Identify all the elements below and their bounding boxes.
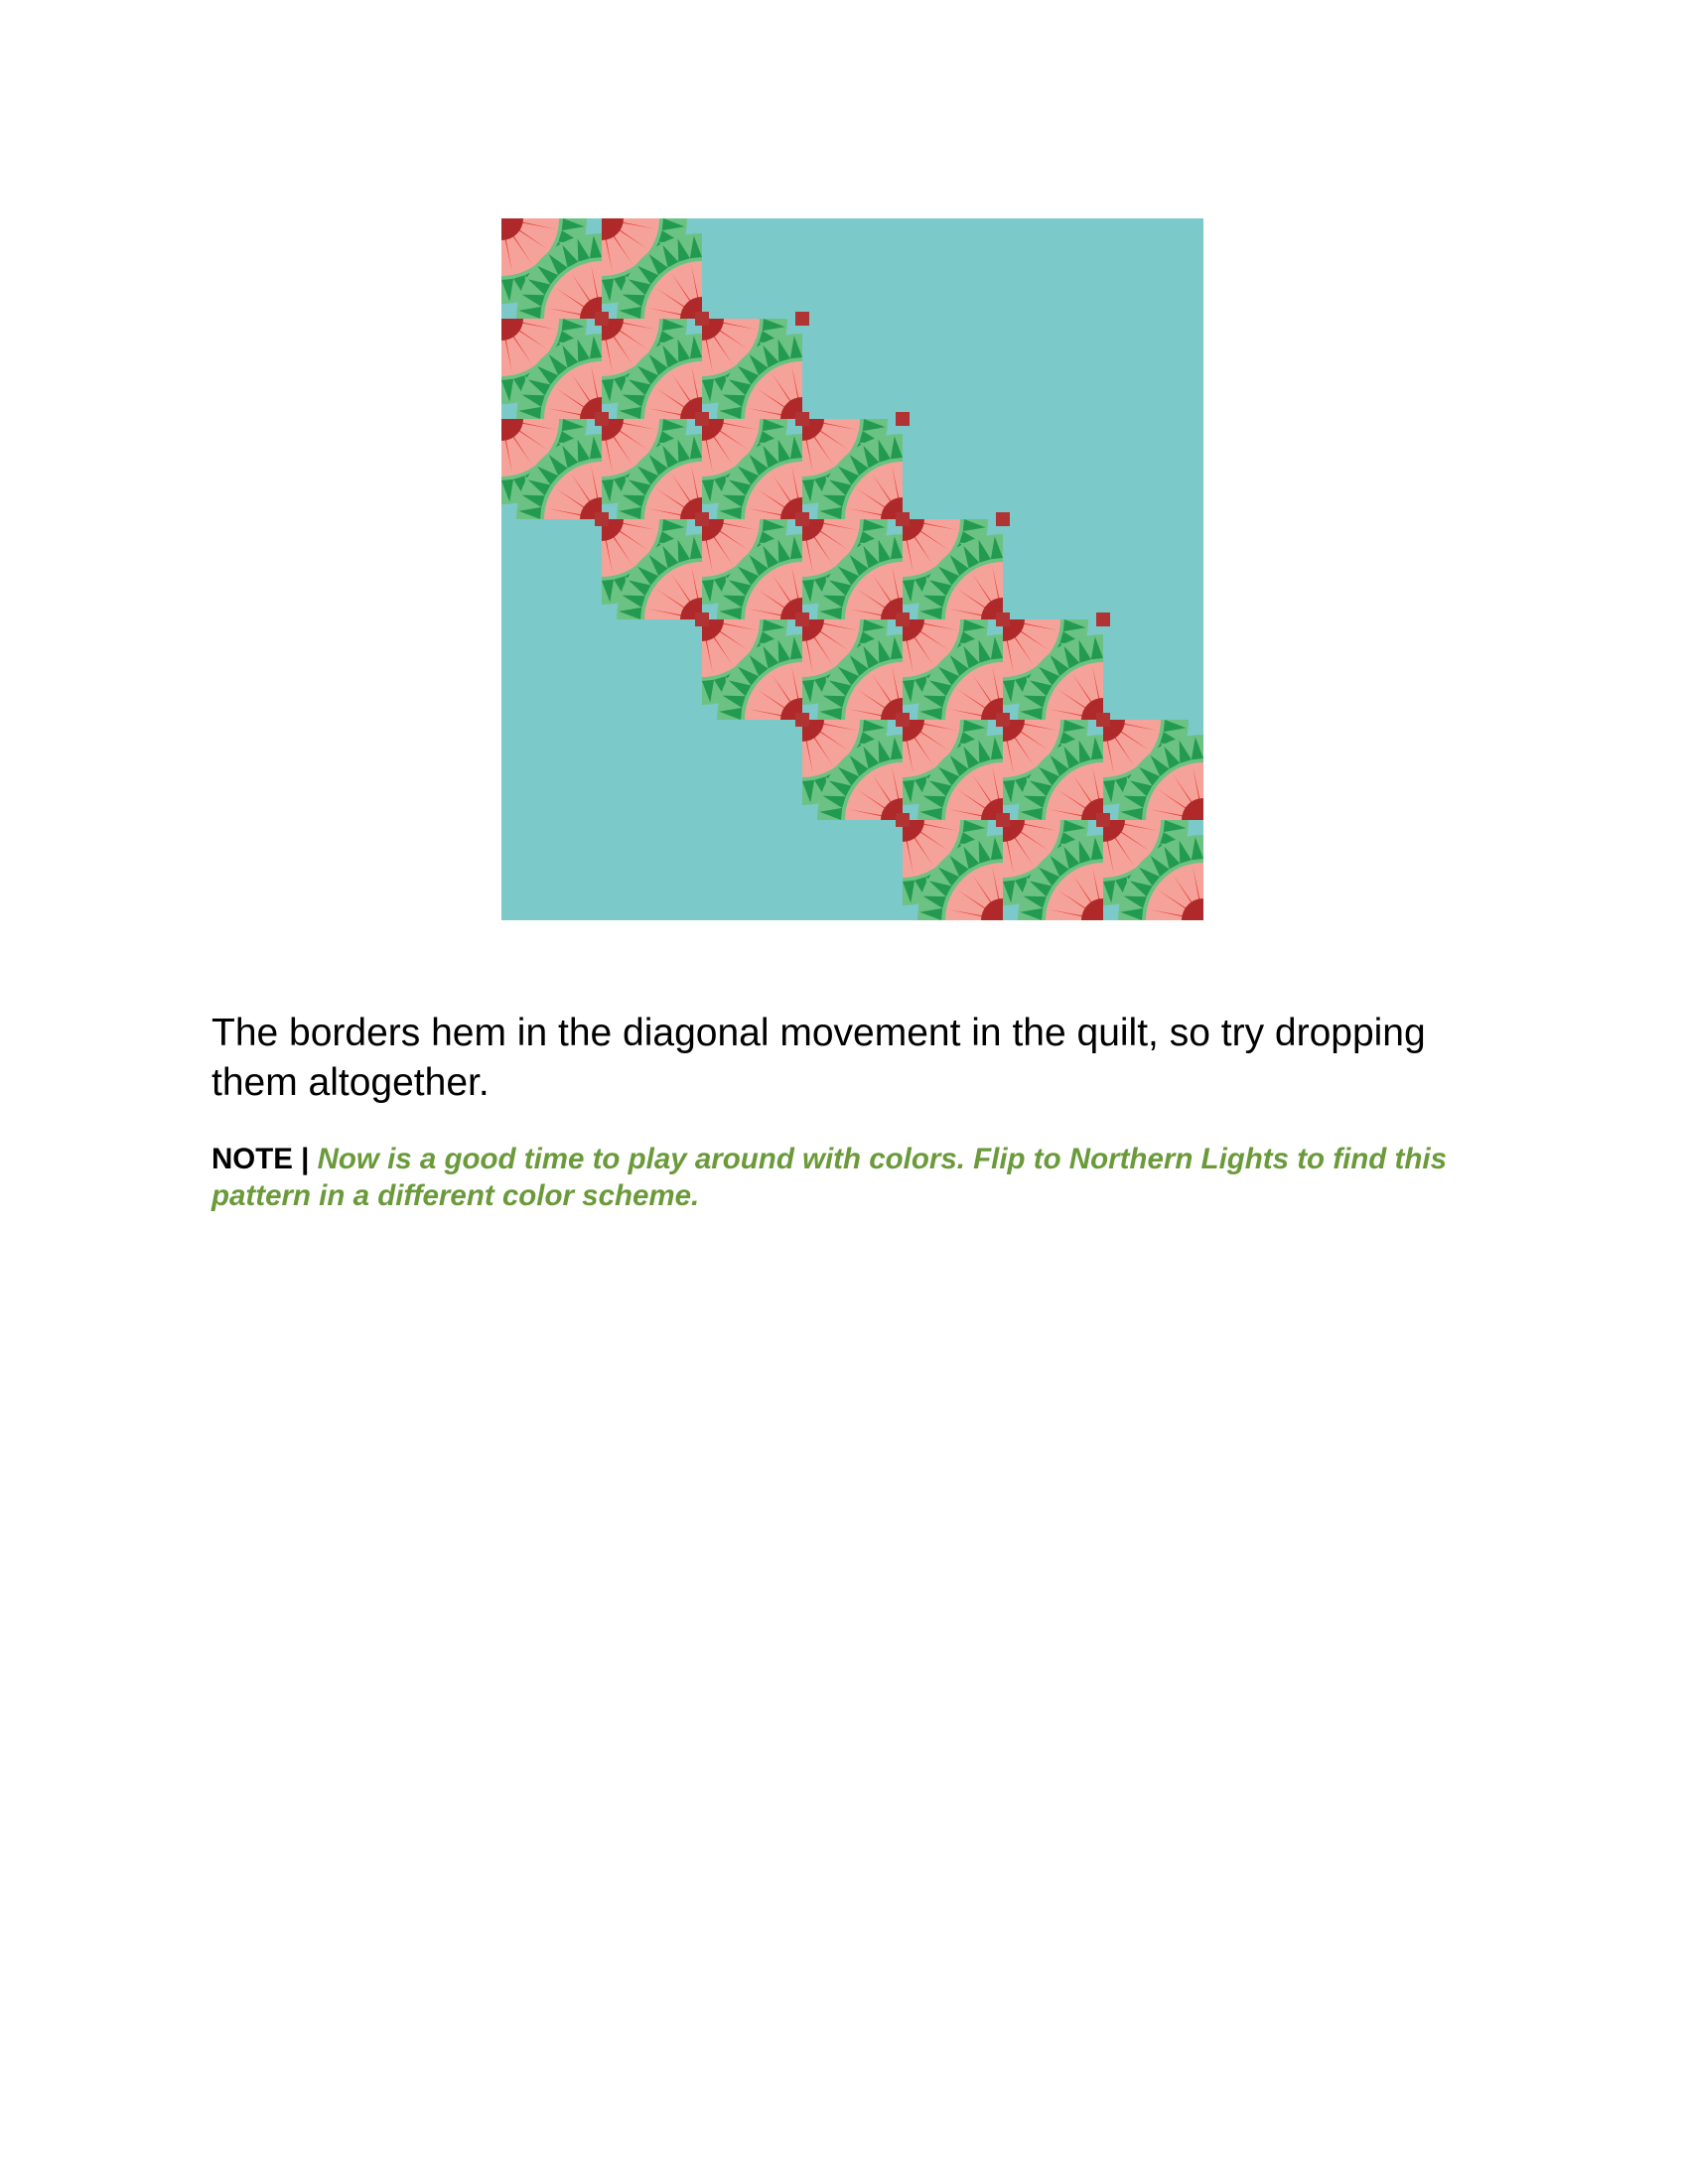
cornerstone — [996, 813, 1010, 827]
note-separator: | — [292, 1143, 318, 1175]
cornerstone — [996, 512, 1010, 526]
quilt-illustration — [501, 218, 1203, 920]
cornerstone — [896, 512, 910, 526]
cornerstone — [795, 412, 809, 426]
cornerstone — [595, 312, 609, 326]
cornerstone — [1096, 813, 1110, 827]
cornerstone — [996, 613, 1010, 626]
cornerstone — [695, 512, 709, 526]
cornerstone — [595, 512, 609, 526]
cornerstone — [695, 412, 709, 426]
cornerstone — [695, 613, 709, 626]
note-paragraph — [211, 1141, 1492, 1214]
cornerstone — [795, 512, 809, 526]
cornerstone — [695, 312, 709, 326]
cornerstone — [795, 312, 809, 326]
cornerstone — [896, 813, 910, 827]
cornerstone — [896, 613, 910, 626]
note-text: Now is a good time to play around with colors. Flip to Northern Lights to find this pattern in a different color scheme. — [211, 1143, 1447, 1212]
cornerstone — [1096, 713, 1110, 727]
cornerstone — [1096, 613, 1110, 626]
cornerstone — [595, 412, 609, 426]
cornerstone — [896, 713, 910, 727]
cornerstone — [896, 412, 910, 426]
cornerstone — [996, 713, 1010, 727]
note-label: NOTE — [211, 1143, 293, 1175]
body-paragraph: The borders hem in the diagonal movement in the quilt, so try dropping them altogether. — [211, 1012, 1426, 1104]
cornerstone — [795, 613, 809, 626]
cornerstone — [795, 713, 809, 727]
